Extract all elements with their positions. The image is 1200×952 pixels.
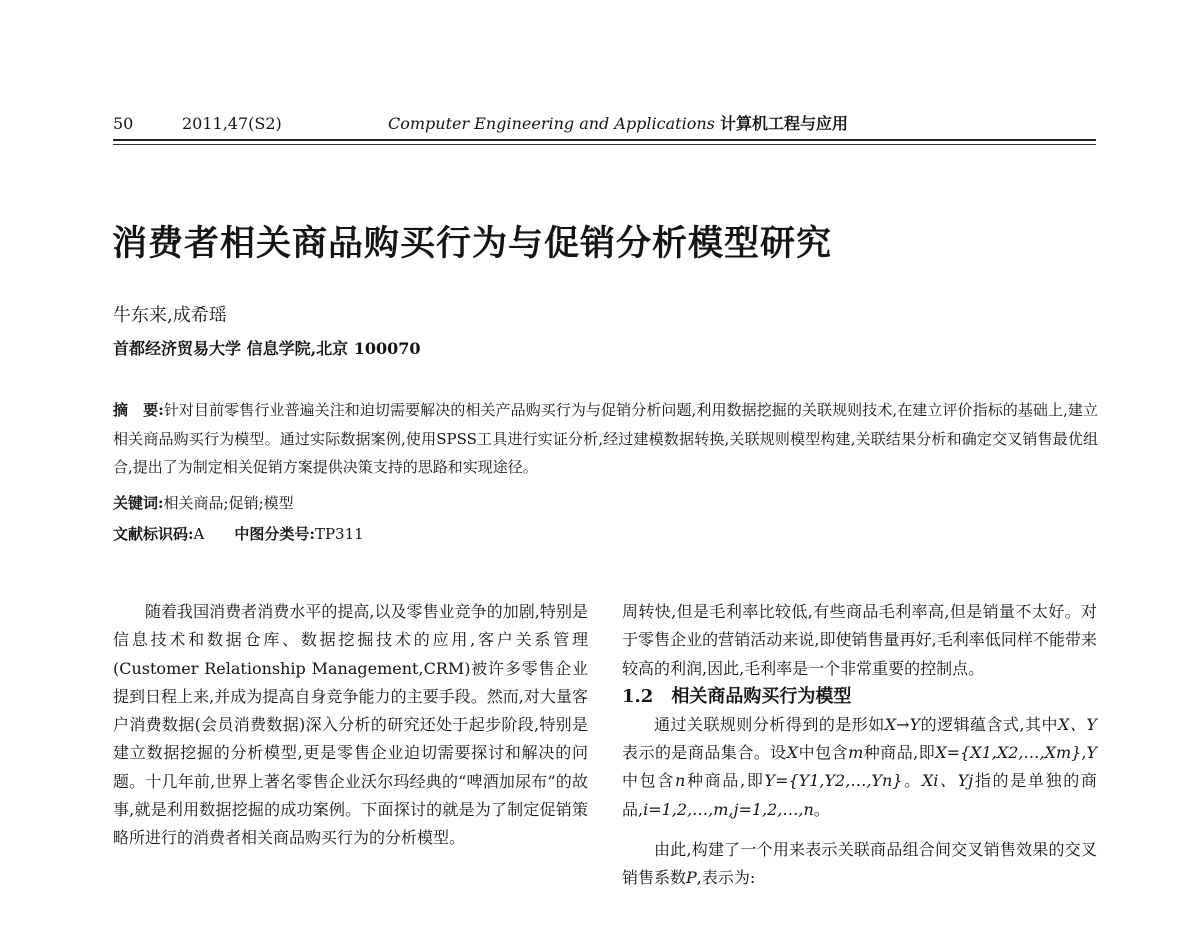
- rule-xi-yj: Xi、Yj: [921, 771, 974, 791]
- rule-y-set: Y={Y1,Y2,…,Yn}: [764, 771, 903, 791]
- rule-text-a: 通过关联规则分析得到的是形如: [654, 714, 885, 734]
- rule-formula: X→Y: [884, 714, 921, 734]
- rule-x-set: X={X1,X2,…,Xm}: [935, 743, 1082, 763]
- classification: [113, 523, 364, 545]
- page-number: 50: [113, 114, 134, 133]
- header-rule-thick: [113, 139, 1096, 141]
- rule-y: Y: [1086, 743, 1097, 763]
- rule-text-e: 种商品,即: [863, 743, 936, 763]
- rule-text-i: 。: [902, 771, 922, 791]
- keywords-label: 关键词:: [113, 494, 164, 512]
- rule-xy: X、Y: [1058, 714, 1097, 734]
- journal-name-en: Computer Engineering and Applications: [388, 114, 715, 133]
- clc-label: 中图分类号:: [234, 525, 315, 543]
- journal-name: [388, 114, 848, 134]
- doc-code-label: 文献标识码:: [113, 525, 194, 543]
- abstract: [113, 396, 1098, 482]
- journal-name-cn: 计算机工程与应用: [719, 114, 848, 133]
- keywords: [113, 492, 294, 514]
- rule-text-d: 中包含: [798, 743, 849, 763]
- rule-text-j: 指的是单独的商品,: [622, 771, 1097, 819]
- doc-code-value: A: [193, 525, 205, 543]
- rule-m: m: [848, 743, 864, 763]
- abstract-text: 针对目前零售行业普遍关注和迫切需要解决的相关产品购买行为与促销分析问题,利用数据挖掘的关联规则技术,在建立评价指标的基础上,建立相关商品购买行为模型。通过实际数据案例,使用SPSS工具进行实证分析,经过建模数据转换,关联规则模型构建,关联结果分析和确定交叉销售最优组合,提出了为制定相关促销方案提供决策支持的思路和实现途径。: [113, 401, 1099, 476]
- rule-n: n: [675, 771, 686, 791]
- clc-value: TP311: [314, 525, 364, 543]
- rule-text-g: 中包含: [622, 771, 676, 791]
- paper-title: 消费者相关商品购买行为与促销分析模型研究: [112, 223, 833, 264]
- coefficient-paragraph: [622, 836, 1097, 893]
- abstract-label: 摘 要:: [113, 401, 164, 419]
- coef-p: P: [686, 868, 697, 888]
- rule-paragraph: [622, 711, 1097, 824]
- header-rule-thin: [113, 144, 1096, 145]
- rule-text-f: ,: [1081, 743, 1087, 763]
- rule-x: X: [786, 743, 799, 763]
- rule-text-k: 。: [813, 799, 830, 819]
- margin-paragraph: 周转快,但是毛利率比较低,有些商品毛利率高,但是销量不太好。对于零售企业的营销活动来说,即使销售量再好,毛利率低同样不能带来较高的利润,因此,毛利率是一个非常重要的控制点。: [622, 602, 1097, 678]
- left-column: [113, 598, 588, 853]
- rule-text-h: 种商品,即: [685, 771, 765, 791]
- coef-text-b: ,表示为:: [696, 868, 756, 888]
- paper-affiliation: 首都经济贸易大学 信息学院,北京 100070: [113, 339, 421, 358]
- keywords-text: 相关商品;促销;模型: [163, 494, 294, 512]
- rule-text-c: 表示的是商品集合。设: [622, 743, 787, 763]
- journal-volume: 2011,47(S2): [182, 114, 282, 133]
- paper-authors: 牛东来,成希瑶: [113, 305, 227, 326]
- rule-text-b: 的逻辑蕴含式,其中: [920, 714, 1059, 734]
- coef-text-a: 由此,构建了一个用来表示关联商品组合间交叉销售效果的交叉销售系数: [622, 840, 1097, 888]
- section-heading-1-2: 1.2 相关商品购买行为模型: [622, 685, 852, 707]
- intro-paragraph: 随着我国消费者消费水平的提高,以及零售业竞争的加剧,特别是信息技术和数据仓库、数据挖掘技术的应用,客户关系管理(Customer Relationship Management,CRM)被许多零售企业提到日程上来,并成为提高自身竞争能力的主要手段。然而,对大量客户消费数据(会员消费数据)深入分析的研究还处于起步阶段,特别是建立数据挖掘的分析模型,更是零售企业迫切需要探讨和解决的问题。十几年前,世界上著名零售企业沃尔玛经典的“啤酒加尿布”的故事,就是利用数据挖掘的成功案例。下面探讨的就是为了制定促销策略所进行的消费者相关商品购买行为的分析模型。: [113, 602, 588, 848]
- rule-indices: i=1,2,…,m,j=1,2,…,n: [643, 799, 814, 819]
- right-column: [622, 598, 1097, 893]
